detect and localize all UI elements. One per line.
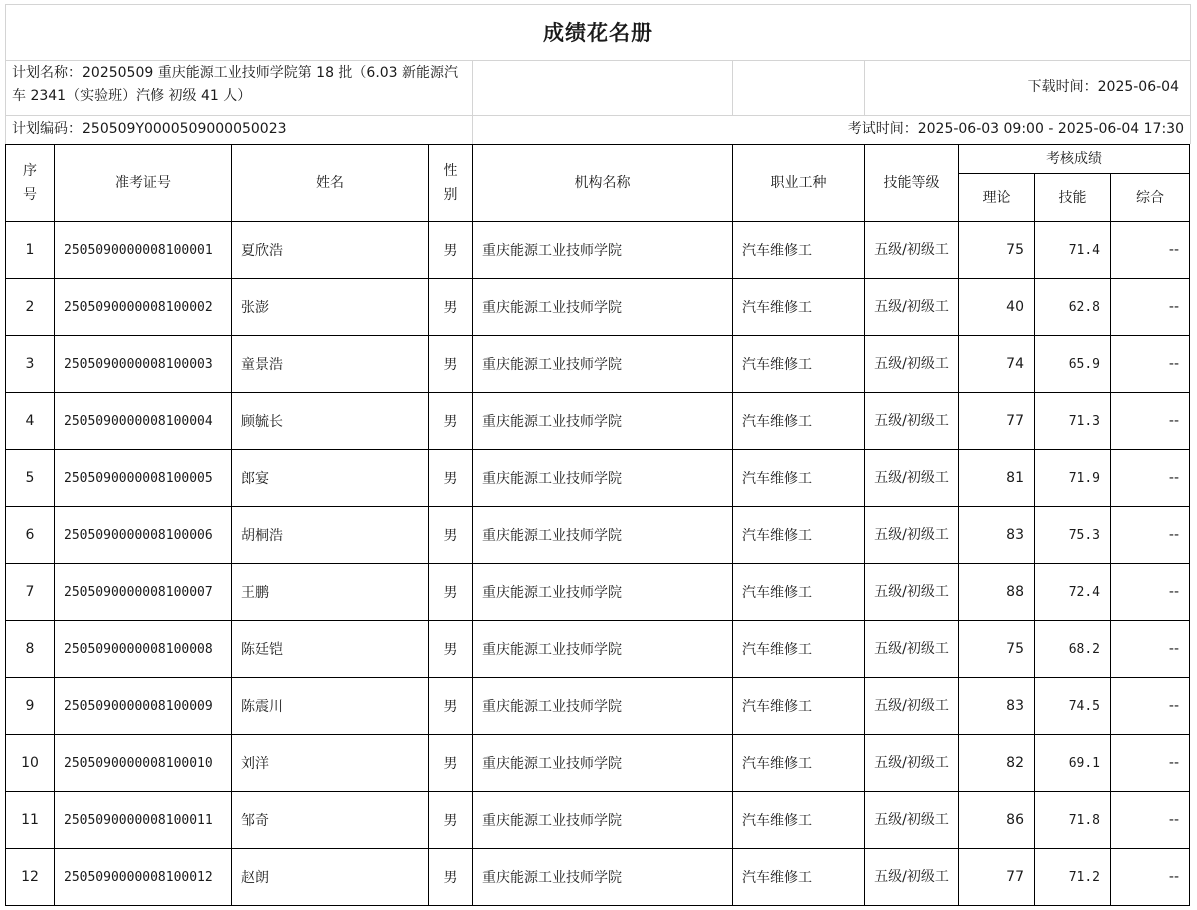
cell-name: 顾毓长 bbox=[232, 393, 429, 450]
cell-overall: -- bbox=[1111, 678, 1190, 735]
cell-overall: -- bbox=[1111, 735, 1190, 792]
cell-seq: 8 bbox=[6, 621, 55, 678]
cell-level: 五级/初级工 bbox=[865, 621, 959, 678]
cell-skill: 71.8 bbox=[1035, 792, 1111, 849]
header-level: 技能等级 bbox=[865, 145, 959, 222]
cell-org: 重庆能源工业技师学院 bbox=[473, 222, 733, 279]
cell-ticket: 2505090000008100009 bbox=[55, 678, 232, 735]
cell-skill: 71.2 bbox=[1035, 849, 1111, 906]
cell-org: 重庆能源工业技师学院 bbox=[473, 279, 733, 336]
cell-job: 汽车维修工 bbox=[733, 336, 865, 393]
cell-overall: -- bbox=[1111, 564, 1190, 621]
cell-org: 重庆能源工业技师学院 bbox=[473, 393, 733, 450]
cell-job: 汽车维修工 bbox=[733, 792, 865, 849]
cell-theory: 83 bbox=[959, 507, 1035, 564]
cell-org: 重庆能源工业技师学院 bbox=[473, 678, 733, 735]
header-overall: 综合 bbox=[1111, 174, 1190, 222]
cell-level: 五级/初级工 bbox=[865, 393, 959, 450]
header-score-group: 考核成绩 bbox=[959, 145, 1190, 174]
cell-overall: -- bbox=[1111, 621, 1190, 678]
cell-theory: 88 bbox=[959, 564, 1035, 621]
cell-job: 汽车维修工 bbox=[733, 507, 865, 564]
cell-gender: 男 bbox=[429, 564, 473, 621]
cell-gender: 男 bbox=[429, 336, 473, 393]
cell-name: 夏欣浩 bbox=[232, 222, 429, 279]
cell-level: 五级/初级工 bbox=[865, 450, 959, 507]
header-name: 姓名 bbox=[232, 145, 429, 222]
cell-skill: 71.9 bbox=[1035, 450, 1111, 507]
cell-job: 汽车维修工 bbox=[733, 621, 865, 678]
cell-org: 重庆能源工业技师学院 bbox=[473, 621, 733, 678]
cell-gender: 男 bbox=[429, 450, 473, 507]
cell-seq: 9 bbox=[6, 678, 55, 735]
cell-name: 郎宴 bbox=[232, 450, 429, 507]
cell-ticket: 2505090000008100007 bbox=[55, 564, 232, 621]
cell-theory: 81 bbox=[959, 450, 1035, 507]
table-row bbox=[6, 393, 1190, 450]
cell-level: 五级/初级工 bbox=[865, 507, 959, 564]
plan-name: 计划名称：20250509 重庆能源工业技师学院第 18 批（6.03 新能源汽车 2341（实验班）汽修 初级 41 人） bbox=[12, 65, 459, 104]
cell-skill: 62.8 bbox=[1035, 279, 1111, 336]
table-row bbox=[6, 279, 1190, 336]
cell-name: 童景浩 bbox=[232, 336, 429, 393]
header-skill: 技能 bbox=[1035, 174, 1111, 222]
cell-skill: 72.4 bbox=[1035, 564, 1111, 621]
cell-gender: 男 bbox=[429, 621, 473, 678]
cell-overall: -- bbox=[1111, 279, 1190, 336]
cell-org: 重庆能源工业技师学院 bbox=[473, 792, 733, 849]
header-job: 职业工种 bbox=[733, 145, 865, 222]
cell-skill: 71.4 bbox=[1035, 222, 1111, 279]
cell-seq: 2 bbox=[6, 279, 55, 336]
cell-gender: 男 bbox=[429, 279, 473, 336]
cell-name: 陈廷铠 bbox=[232, 621, 429, 678]
cell-skill: 68.2 bbox=[1035, 621, 1111, 678]
cell-seq: 4 bbox=[6, 393, 55, 450]
cell-gender: 男 bbox=[429, 507, 473, 564]
cell-job: 汽车维修工 bbox=[733, 393, 865, 450]
cell-ticket: 2505090000008100004 bbox=[55, 393, 232, 450]
cell-gender: 男 bbox=[429, 849, 473, 906]
cell-seq: 7 bbox=[6, 564, 55, 621]
cell-level: 五级/初级工 bbox=[865, 678, 959, 735]
header-seq: 序号 bbox=[6, 145, 55, 222]
cell-org: 重庆能源工业技师学院 bbox=[473, 507, 733, 564]
cell-name: 胡桐浩 bbox=[232, 507, 429, 564]
cell-theory: 77 bbox=[959, 393, 1035, 450]
page-title: 成绩花名册 bbox=[543, 21, 653, 45]
cell-name: 张澎 bbox=[232, 279, 429, 336]
cell-overall: -- bbox=[1111, 450, 1190, 507]
cell-overall: -- bbox=[1111, 507, 1190, 564]
cell-org: 重庆能源工业技师学院 bbox=[473, 564, 733, 621]
cell-name: 陈震川 bbox=[232, 678, 429, 735]
cell-ticket: 2505090000008100003 bbox=[55, 336, 232, 393]
exam-time: 考试时间：2025-06-03 09:00 - 2025-06-04 17:30 bbox=[847, 121, 1184, 137]
cell-theory: 74 bbox=[959, 336, 1035, 393]
table-row bbox=[6, 222, 1190, 279]
cell-skill: 65.9 bbox=[1035, 336, 1111, 393]
cell-gender: 男 bbox=[429, 678, 473, 735]
gridline bbox=[5, 115, 1191, 116]
cell-theory: 75 bbox=[959, 222, 1035, 279]
cell-level: 五级/初级工 bbox=[865, 792, 959, 849]
cell-level: 五级/初级工 bbox=[865, 279, 959, 336]
header-ticket: 准考证号 bbox=[55, 145, 232, 222]
cell-job: 汽车维修工 bbox=[733, 735, 865, 792]
cell-ticket: 2505090000008100010 bbox=[55, 735, 232, 792]
gridline bbox=[864, 60, 865, 115]
cell-seq: 12 bbox=[6, 849, 55, 906]
table-row bbox=[6, 336, 1190, 393]
cell-skill: 75.3 bbox=[1035, 507, 1111, 564]
cell-name: 邹奇 bbox=[232, 792, 429, 849]
cell-job: 汽车维修工 bbox=[733, 222, 865, 279]
cell-level: 五级/初级工 bbox=[865, 336, 959, 393]
cell-job: 汽车维修工 bbox=[733, 279, 865, 336]
cell-org: 重庆能源工业技师学院 bbox=[473, 735, 733, 792]
cell-seq: 3 bbox=[6, 336, 55, 393]
cell-gender: 男 bbox=[429, 792, 473, 849]
cell-theory: 77 bbox=[959, 849, 1035, 906]
cell-seq: 10 bbox=[6, 735, 55, 792]
cell-overall: -- bbox=[1111, 393, 1190, 450]
cell-seq: 1 bbox=[6, 222, 55, 279]
header-org: 机构名称 bbox=[473, 145, 733, 222]
gridline bbox=[472, 60, 473, 144]
cell-seq: 11 bbox=[6, 792, 55, 849]
cell-theory: 75 bbox=[959, 621, 1035, 678]
cell-job: 汽车维修工 bbox=[733, 849, 865, 906]
cell-job: 汽车维修工 bbox=[733, 564, 865, 621]
download-time: 下载时间：2025-06-04 bbox=[1027, 79, 1179, 95]
cell-gender: 男 bbox=[429, 393, 473, 450]
cell-seq: 6 bbox=[6, 507, 55, 564]
cell-level: 五级/初级工 bbox=[865, 222, 959, 279]
plan-code: 计划编码：250509Y0000509000050023 bbox=[12, 121, 287, 137]
cell-theory: 82 bbox=[959, 735, 1035, 792]
cell-name: 赵朗 bbox=[232, 849, 429, 906]
cell-org: 重庆能源工业技师学院 bbox=[473, 849, 733, 906]
table-row bbox=[6, 849, 1190, 906]
cell-seq: 5 bbox=[6, 450, 55, 507]
cell-ticket: 2505090000008100002 bbox=[55, 279, 232, 336]
cell-job: 汽车维修工 bbox=[733, 450, 865, 507]
header-theory: 理论 bbox=[959, 174, 1035, 222]
score-roster-table bbox=[5, 144, 1190, 906]
cell-level: 五级/初级工 bbox=[865, 849, 959, 906]
cell-level: 五级/初级工 bbox=[865, 564, 959, 621]
cell-gender: 男 bbox=[429, 222, 473, 279]
table-row bbox=[6, 792, 1190, 849]
table-row bbox=[6, 735, 1190, 792]
cell-job: 汽车维修工 bbox=[733, 678, 865, 735]
cell-ticket: 2505090000008100006 bbox=[55, 507, 232, 564]
cell-ticket: 2505090000008100011 bbox=[55, 792, 232, 849]
table-row bbox=[6, 564, 1190, 621]
table-row bbox=[6, 507, 1190, 564]
cell-ticket: 2505090000008100005 bbox=[55, 450, 232, 507]
cell-ticket: 2505090000008100012 bbox=[55, 849, 232, 906]
cell-ticket: 2505090000008100001 bbox=[55, 222, 232, 279]
gridline bbox=[732, 60, 733, 115]
cell-level: 五级/初级工 bbox=[865, 735, 959, 792]
header-gender: 性别 bbox=[429, 145, 473, 222]
table-row bbox=[6, 450, 1190, 507]
cell-overall: -- bbox=[1111, 222, 1190, 279]
cell-name: 刘洋 bbox=[232, 735, 429, 792]
cell-theory: 40 bbox=[959, 279, 1035, 336]
gridline bbox=[5, 60, 1191, 61]
cell-ticket: 2505090000008100008 bbox=[55, 621, 232, 678]
cell-skill: 69.1 bbox=[1035, 735, 1111, 792]
cell-overall: -- bbox=[1111, 336, 1190, 393]
table-row bbox=[6, 678, 1190, 735]
cell-org: 重庆能源工业技师学院 bbox=[473, 336, 733, 393]
cell-gender: 男 bbox=[429, 735, 473, 792]
cell-theory: 83 bbox=[959, 678, 1035, 735]
cell-name: 王鹏 bbox=[232, 564, 429, 621]
cell-theory: 86 bbox=[959, 792, 1035, 849]
cell-skill: 71.3 bbox=[1035, 393, 1111, 450]
table-row bbox=[6, 621, 1190, 678]
cell-overall: -- bbox=[1111, 849, 1190, 906]
cell-skill: 74.5 bbox=[1035, 678, 1111, 735]
cell-org: 重庆能源工业技师学院 bbox=[473, 450, 733, 507]
cell-overall: -- bbox=[1111, 792, 1190, 849]
